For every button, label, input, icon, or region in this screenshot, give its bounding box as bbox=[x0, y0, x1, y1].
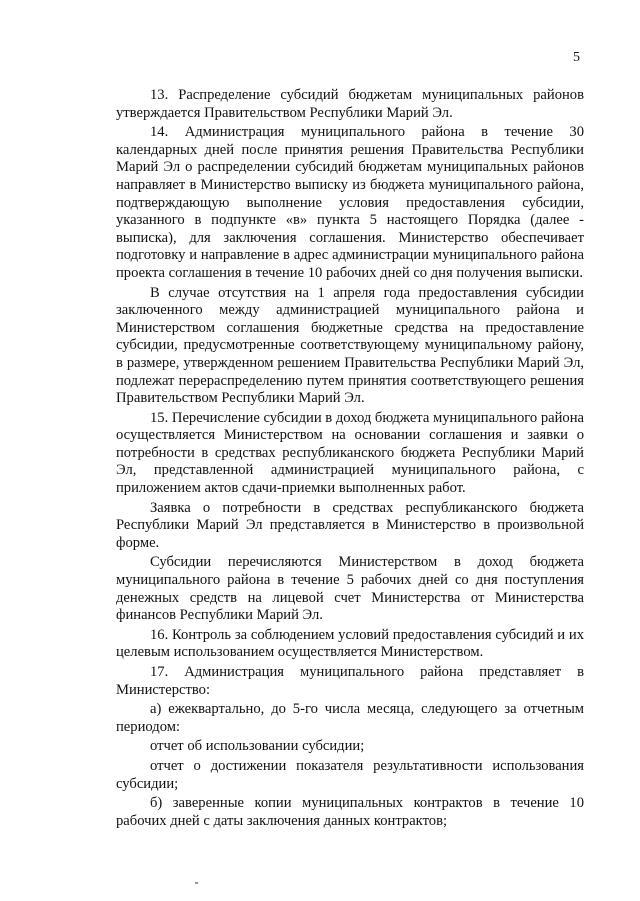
paragraph-16: 16. Контроль за соблюдением условий предоставления субсидий и их целевым использованием осуществляется Министерством. bbox=[116, 626, 584, 661]
page-number: 5 bbox=[573, 50, 580, 65]
paragraph-15-transfer: Субсидии перечисляются Министерством в доход бюджета муниципального района в течение 5 рабочих дней со дня поступления денежных средств на лицевой счет Министерства от Министерства финансов Республики Марий Эл. bbox=[116, 554, 584, 624]
paragraph-14: 14. Администрация муниципального района в течение 30 календарных дней после принятия решения Правительства Республики Марий Эл о распределении субсидий бюджетам муниципальных районов направляет в Министерство выписку из бюджета муниципального района, подтверждающую выполнение условия предоставления субсидии, указанного в подпункте «в» пункта 5 настоящего Порядка (далее - выписка), для заключения соглашения. Министерство обеспечивает подготовку и направление в адрес администрации муниципального района проекта соглашения в течение 10 рабочих дней со дня получения выписки. bbox=[116, 124, 584, 281]
document-body bbox=[116, 87, 584, 830]
paragraph-14-absence: В случае отсутствия на 1 апреля года предоставления субсидии заключенного между администрацией муниципального района и Министерством соглашения бюджетные средства на предоставление субсидии, предусмотренные соответствующему муниципальному району, в размере, утвержденном решением Правительства Республики Марий Эл, подлежат перераспределению путем принятия соответствующего решения Правительством Республики Марий Эл. bbox=[116, 284, 584, 407]
paragraph-17-a: а) ежеквартально, до 5-го числа месяца, следующего за отчетным периодом: bbox=[116, 701, 584, 735]
paragraph-17-b: б) заверенные копии муниципальных контрактов в течение 10 рабочих дней с даты заключения данных контрактов; bbox=[116, 795, 584, 829]
scan-speck bbox=[195, 882, 198, 884]
paragraph-15-request: Заявка о потребности в средствах республиканского бюджета Республики Марий Эл представляется в Министерство в произвольной форме. bbox=[116, 499, 584, 551]
paragraph-15: 15. Перечисление субсидии в доход бюджета муниципального района осуществляется Министерством на основании соглашения и заявки о потребности в средствах республиканского бюджета Республики Марий Эл, представленной администрацией муниципального района, с приложением актов сдачи-приемки выполненных работ. bbox=[116, 409, 584, 497]
paragraph-13: 13. Распределение субсидий бюджетам муниципальных районов утверждается Правительством Республики Марий Эл. bbox=[116, 87, 584, 121]
paragraph-17-a-report-usage: отчет об использовании субсидии; bbox=[150, 738, 365, 755]
paragraph-17: 17. Администрация муниципального района представляет в Министерство: bbox=[116, 664, 584, 698]
paragraph-17-a-report-result: отчет о достижении показателя результативности использования субсидии; bbox=[116, 757, 584, 792]
